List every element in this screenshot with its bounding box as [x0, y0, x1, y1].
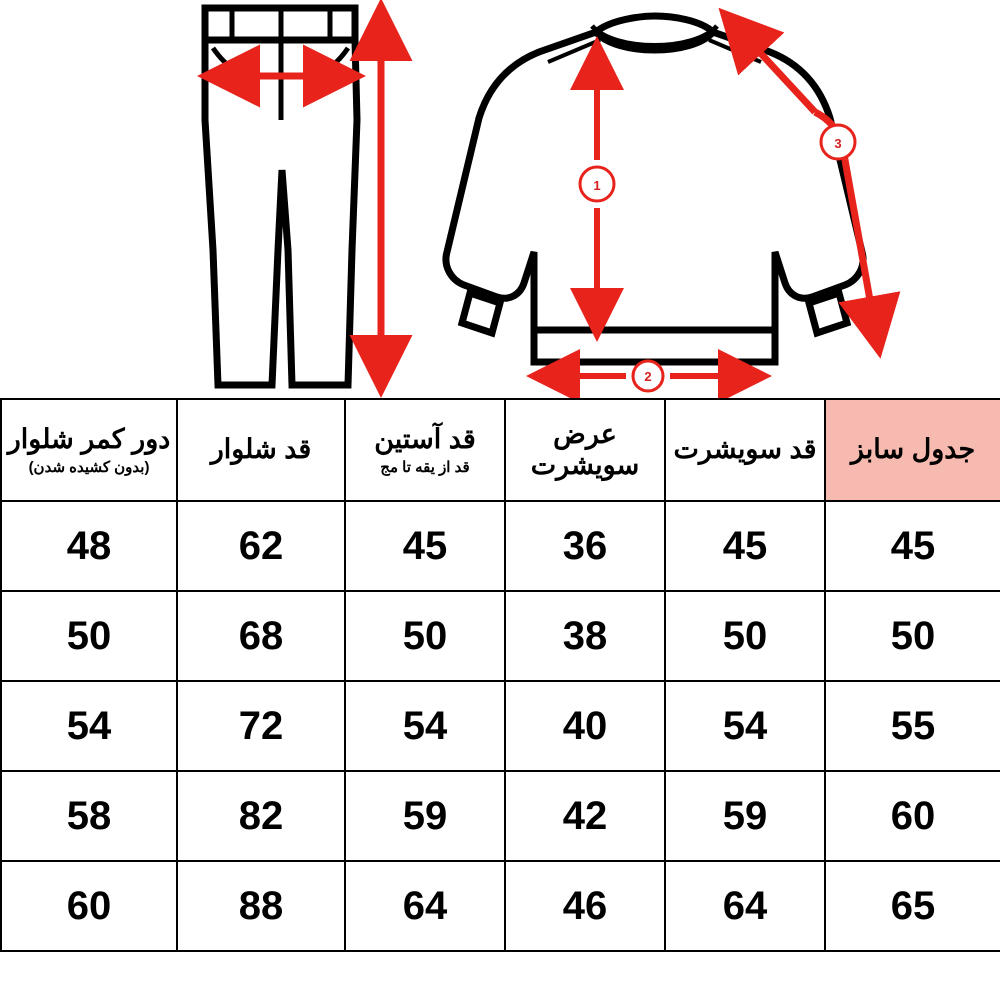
header-sublabel: قد از یقه تا مج	[380, 458, 470, 476]
cell-size: 60	[825, 771, 1000, 861]
table-row	[1, 591, 1000, 681]
cell-sweatshirt-width: 36	[505, 501, 665, 591]
cell-pants-length: 62	[177, 501, 345, 591]
column-header-pants-waist	[1, 399, 177, 501]
cell-sleeve-length: 59	[345, 771, 505, 861]
cell-sweatshirt-length: 59	[665, 771, 825, 861]
marker-3-label: 3	[834, 136, 842, 151]
cell-pants-waist: 50	[1, 591, 177, 681]
cell-size: 55	[825, 681, 1000, 771]
cell-sweatshirt-length: 54	[665, 681, 825, 771]
cell-sweatshirt-length: 50	[665, 591, 825, 681]
cell-sleeve-length: 64	[345, 861, 505, 951]
cell-pants-length: 82	[177, 771, 345, 861]
illustration-svg	[0, 0, 1000, 400]
pants-diagram	[205, 8, 357, 385]
garment-illustrations	[0, 0, 1000, 400]
table-row	[1, 681, 1000, 771]
cell-sweatshirt-width: 46	[505, 861, 665, 951]
cell-size: 45	[825, 501, 1000, 591]
cell-sweatshirt-width: 38	[505, 591, 665, 681]
cell-pants-waist: 48	[1, 501, 177, 591]
header-label: قد سویشرت	[673, 434, 817, 465]
marker-1-label: 1	[593, 178, 601, 193]
cell-sweatshirt-length: 45	[665, 501, 825, 591]
cell-pants-length: 68	[177, 591, 345, 681]
column-header-sweatshirt-width	[505, 399, 665, 501]
cell-pants-waist: 58	[1, 771, 177, 861]
cell-pants-length: 72	[177, 681, 345, 771]
size-table-container	[0, 398, 1000, 952]
cell-sleeve-length: 50	[345, 591, 505, 681]
table-title-cell	[825, 399, 1000, 501]
column-header-sleeve-length	[345, 399, 505, 501]
cell-size: 65	[825, 861, 1000, 951]
column-header-sweatshirt-length	[665, 399, 825, 501]
header-label: دور کمر شلوار	[7, 423, 171, 454]
cell-sweatshirt-width: 42	[505, 771, 665, 861]
cell-pants-waist: 54	[1, 681, 177, 771]
cell-size: 50	[825, 591, 1000, 681]
header-label: عرض سویشرت	[530, 418, 640, 480]
header-label: قد آستین	[374, 423, 476, 454]
cell-pants-length: 88	[177, 861, 345, 951]
sweatshirt-diagram	[446, 16, 863, 362]
table-row	[1, 771, 1000, 861]
table-row	[1, 501, 1000, 591]
cell-sweatshirt-length: 64	[665, 861, 825, 951]
sweatshirt-length-arrow	[580, 48, 614, 330]
column-header-pants-length	[177, 399, 345, 501]
cell-pants-waist: 60	[1, 861, 177, 951]
size-table	[0, 398, 1000, 952]
table-header-row	[1, 399, 1000, 501]
header-sublabel: (بدون کشیده شدن)	[28, 458, 150, 476]
header-label: قد شلوار	[210, 434, 312, 465]
cell-sleeve-length: 45	[345, 501, 505, 591]
table-row	[1, 861, 1000, 951]
table-title: جدول سابز	[850, 434, 976, 465]
cell-sweatshirt-width: 40	[505, 681, 665, 771]
cell-sleeve-length: 54	[345, 681, 505, 771]
marker-2-label: 2	[644, 369, 652, 384]
